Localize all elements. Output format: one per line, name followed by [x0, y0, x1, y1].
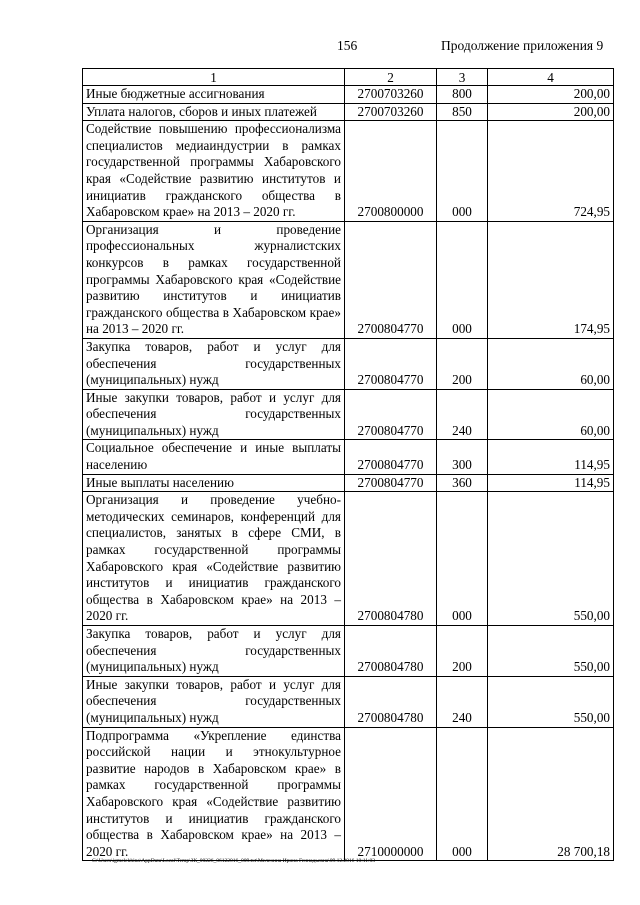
- row-name: Уплата налогов, сборов и иных платежей: [83, 103, 345, 121]
- row-csr-code: 2700800000: [345, 121, 437, 222]
- row-sum: 114,95: [488, 474, 614, 492]
- row-name: Организация и проведение профессиональных журналистских конкурсов в рамках государственной программы Хабаровского края «Содействие развитию институтов и инициатив гражданского общества в Хабаровском крае» на 2013 – 2020 гг.: [83, 221, 345, 338]
- page-number: 156: [337, 38, 358, 53]
- row-vr-code: 000: [437, 221, 488, 338]
- row-csr-code: 2700703260: [345, 86, 437, 104]
- appendix-label: Продолжение приложения 9: [441, 38, 604, 53]
- table-row: [83, 626, 614, 677]
- row-name: Иные бюджетные ассигнования: [83, 86, 345, 104]
- table-row: [83, 727, 614, 861]
- row-sum: 114,95: [488, 440, 614, 474]
- row-name: Иные выплаты населению: [83, 474, 345, 492]
- row-csr-code: 2700804770: [345, 474, 437, 492]
- row-name: Организация и проведение учебно-методических семинаров, конференций для специалистов, занятых в сфере СМИ, в рамках государственной программы Хабаровского края «Содействие развитию институтов и инициатив гражданского общества в Хабаровском крае» на 2013 – 2020 гг.: [83, 492, 345, 626]
- row-name: Закупка товаров, работ и услуг для обеспечения государственных (муниципальных) нужд: [83, 626, 345, 677]
- row-vr-code: 200: [437, 626, 488, 677]
- row-name: Иные закупки товаров, работ и услуг для обеспечения государственных (муниципальных) нужд: [83, 676, 345, 727]
- row-vr-code: 000: [437, 121, 488, 222]
- row-vr-code: 300: [437, 440, 488, 474]
- row-vr-code: 000: [437, 727, 488, 861]
- table-row: [83, 221, 614, 338]
- column-header: 3: [437, 69, 488, 86]
- table-row: [83, 474, 614, 492]
- table-row: [83, 121, 614, 222]
- row-csr-code: 2700804780: [345, 492, 437, 626]
- row-csr-code: 2710000000: [345, 727, 437, 861]
- row-vr-code: 240: [437, 676, 488, 727]
- row-vr-code: 850: [437, 103, 488, 121]
- table-header-row: [83, 69, 614, 86]
- row-csr-code: 2700804780: [345, 676, 437, 727]
- row-vr-code: 800: [437, 86, 488, 104]
- row-sum: 60,00: [488, 338, 614, 389]
- row-sum: 200,00: [488, 103, 614, 121]
- row-sum: 28 700,18: [488, 727, 614, 861]
- row-name: Содействие повышению профессионализма специалистов медиаиндустрии в рамках государственной программы Хабаровского края «Содействие развитию институтов и инициатив гражданского общества в Хабаровском крае» на 2013 – 2020 гг.: [83, 121, 345, 222]
- table-row: [83, 103, 614, 121]
- row-vr-code: 200: [437, 338, 488, 389]
- row-name: Иные закупки товаров, работ и услуг для обеспечения государственных (муниципальных) нужд: [83, 389, 345, 440]
- row-vr-code: 360: [437, 474, 488, 492]
- column-header: 2: [345, 69, 437, 86]
- row-csr-code: 2700804770: [345, 221, 437, 338]
- row-csr-code: 2700804770: [345, 389, 437, 440]
- row-name: Подпрограмма «Укрепление единства российской нации и этнокультурное развитие народов в Хабаровском крае» в рамках государственной программы Хабаровского края «Содействие развитию институтов и инициатив гражданского общества в Хабаровском крае» на 2013 – 2020 гг.: [83, 727, 345, 861]
- row-sum: 60,00: [488, 389, 614, 440]
- file-path-footer: C:\Users\igmelekhina\AppData\Local\Temp\ЗК_00226_06122016_009.txt\Мелехина Ирина Геннадьевна\09.12.2016 10:11:03: [92, 858, 376, 864]
- row-sum: 550,00: [488, 626, 614, 677]
- row-name: Социальное обеспечение и иные выплаты населению: [83, 440, 345, 474]
- column-header: 4: [488, 69, 614, 86]
- row-csr-code: 2700804770: [345, 440, 437, 474]
- table-row: [83, 492, 614, 626]
- table-row: [83, 338, 614, 389]
- row-sum: 174,95: [488, 221, 614, 338]
- table-row: [83, 389, 614, 440]
- row-sum: 550,00: [488, 676, 614, 727]
- table-row: [83, 676, 614, 727]
- budget-table: [82, 68, 614, 861]
- row-sum: 550,00: [488, 492, 614, 626]
- table-row: [83, 440, 614, 474]
- row-vr-code: 000: [437, 492, 488, 626]
- row-sum: 724,95: [488, 121, 614, 222]
- table-row: [83, 86, 614, 104]
- row-sum: 200,00: [488, 86, 614, 104]
- row-csr-code: 2700804770: [345, 338, 437, 389]
- row-csr-code: 2700804780: [345, 626, 437, 677]
- row-vr-code: 240: [437, 389, 488, 440]
- column-header: 1: [83, 69, 345, 86]
- row-csr-code: 2700703260: [345, 103, 437, 121]
- row-name: Закупка товаров, работ и услуг для обеспечения государственных (муниципальных) нужд: [83, 338, 345, 389]
